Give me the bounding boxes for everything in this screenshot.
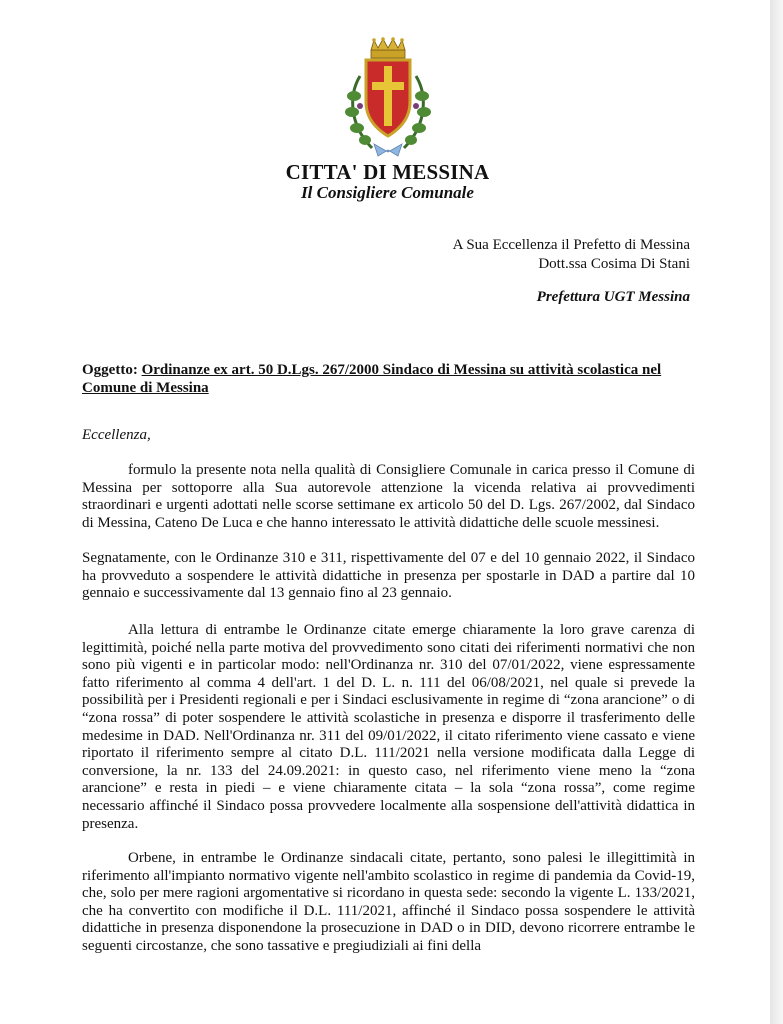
- addressee-line-3: Prefettura UGT Messina: [536, 289, 690, 305]
- subject-label: Oggetto:: [82, 362, 138, 378]
- subject-block: [82, 361, 694, 397]
- messina-coat-of-arms-icon: [338, 36, 438, 162]
- sender-role: Il Consigliere Comunale: [301, 183, 474, 202]
- addressee-line-1: A Sua Eccellenza il Prefetto di Messina: [452, 237, 690, 253]
- body-paragraph-2: Segnatamente, con le Ordinanze 310 e 311, rispettivamente del 07 e del 10 gennaio 2022, il Sindaco ha provveduto a sospendere le attività didattiche in presenza per spostarle in DAD a partire dal 10 gennaio e successivamente dal 13 gennaio fino al 23 gennaio.: [82, 550, 695, 602]
- body-paragraph-1: formulo la presente nota nella qualità di Consigliere Comunale in carica presso il Comune di Messina per sottoporre alla Sua autorevole attenzione la vicenda relativa ai provvedimenti straordinari e urgenti adottati nelle scorse settimane ex articolo 50 del D. Lgs. 267/2002, dal Sindaco di Messina, Cateno De Luca e che hanno interessato le attività didattiche delle scuole messinesi.: [82, 462, 695, 531]
- body-paragraph-3: Alla lettura di entrambe le Ordinanze citate emerge chiaramente la loro grave carenza di legittimità, poiché nella parte motiva del provvedimento sono citati dei riferimenti normativi che non sono più vigenti e in particolar modo: nell'Ordinanza nr. 310 del 07/01/2022, viene espressamente fatto riferimento al comma 4 dell'art. 1 del D. L. n. 111 del 06/08/2021, nel quale si prevede la possibilità per i Presidenti regionali e per i Sindaci esclusivamente in regime di “zona arancione” o di “zona rossa” di poter sospendere le attività scolastiche in presenza e disporre il trasferimento delle medesime in DAD. Nell'Ordinanza nr. 311 del 09/01/2022, il citato riferimento viene cassato e viene riportato il riferimento sempre al citato D.L. 111/2021 nella versione modificata dalla Legge di conversione, la nr. 133 del 24.09.2021: in questo caso, nel riferimento viene meno la “zona arancione” e resta in piedi – e viene chiaramente citata – la sola “zona rossa”, come regime necessario affinché il Sindaco possa provvedere localmente alla sospensione dell'attività didattica in presenza.: [82, 622, 695, 832]
- body-paragraph-4: Orbene, in entrambe le Ordinanze sindacali citate, pertanto, sono palesi le illegittimità in riferimento all'impianto normativo vigente nell'ambito scolastico in regime di pandemia da Covid-19, che, solo per mere ragioni argomentative si ricordano in questa sede: secondo la vigente L. 133/2021, che ha convertito con modifiche il D.L. 111/2021, affinché il Sindaco possa sospendere le attività didattiche in presenza disponendone la prosecuzione in DAD o in DID, devono ricorrere entrambe le seguenti circostanze, che sono tassative e pregiudiziali ai fini della: [82, 850, 695, 954]
- city-name: CITTA' DI MESSINA: [285, 160, 490, 184]
- subject-text: Ordinanze ex art. 50 D.Lgs. 267/2000 Sindaco di Messina su attività scolastica nel Comune di Messina: [82, 362, 662, 396]
- page-edge: [770, 0, 783, 1024]
- salutation: Eccellenza,: [82, 427, 151, 443]
- addressee-line-2: Dott.ssa Cosima Di Stani: [538, 256, 690, 272]
